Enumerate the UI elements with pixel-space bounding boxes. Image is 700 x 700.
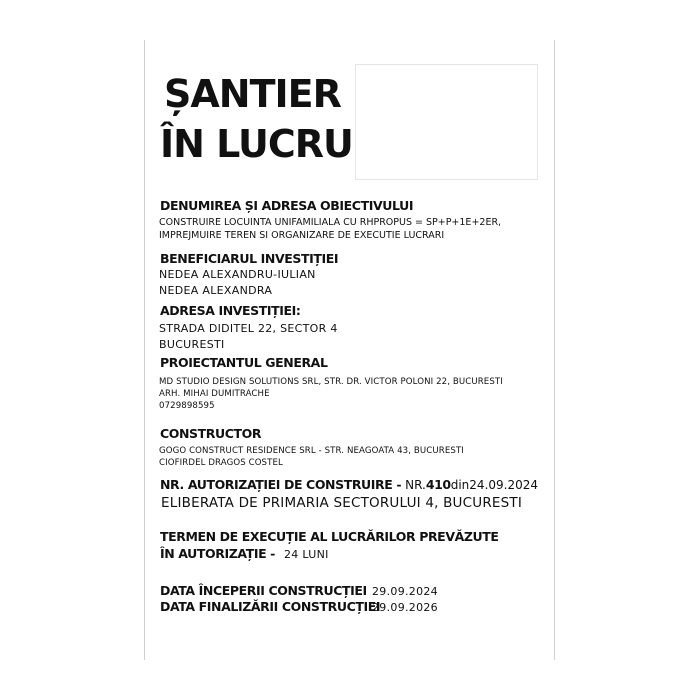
address-heading: ADRESA INVESTIȚIEI:	[160, 303, 301, 318]
designer-line2: ARH. MIHAI DUMITRACHE	[159, 389, 270, 399]
constructor-line1: GOGO CONSTRUCT RESIDENCE SRL - STR. NEAGOATA 43, BUCURESTI	[159, 446, 464, 456]
term-heading-line1: TERMEN DE EXECUȚIE AL LUCRĂRILOR PREVĂZUTE	[160, 529, 499, 544]
term-value: 24 LUNI	[284, 548, 329, 561]
start-date-value: 29.09.2024	[372, 585, 438, 598]
permit-din-label: din	[450, 478, 470, 492]
constructor-line2: CIOFIRDEL DRAGOS COSTEL	[159, 458, 283, 468]
permit-heading: NR. AUTORIZAȚIEI DE CONSTRUIRE -	[160, 477, 402, 492]
sign-title-line1: ȘANTIER	[164, 72, 341, 116]
permit-heading-line	[160, 477, 538, 492]
objective-line2: IMPREJMUIRE TEREN SI ORGANIZARE DE EXECUTIE LUCRARI	[159, 230, 445, 241]
designer-line1: MD STUDIO DESIGN SOLUTIONS SRL, STR. DR. VICTOR POLONI 22, BUCURESTI	[159, 377, 503, 387]
term-heading-line2: ÎN AUTORIZAȚIE -	[160, 546, 275, 561]
permit-nr-label: NR.	[405, 478, 426, 492]
end-date-label: DATA FINALIZĂRII CONSTRUCȚIEI	[160, 599, 381, 614]
permit-date: 24.09.2024	[469, 478, 539, 492]
permit-issued-by: ELIBERATA DE PRIMARIA SECTORULUI 4, BUCURESTI	[161, 495, 523, 511]
address-line2: BUCURESTI	[159, 338, 225, 351]
designer-line3: 0729898595	[159, 401, 215, 411]
designer-heading: PROIECTANTUL GENERAL	[160, 355, 328, 370]
beneficiary-heading: BENEFICIARUL INVESTIȚIEI	[160, 251, 339, 266]
objective-line1: CONSTRUIRE LOCUINTA UNIFAMILIALA CU RHPROPUS = SP+P+1E+2ER,	[159, 217, 502, 228]
start-date-label: DATA ÎNCEPERII CONSTRUCȚIEI	[160, 583, 367, 598]
constructor-heading: CONSTRUCTOR	[160, 426, 262, 441]
address-line1: STRADA DIDITEL 22, SECTOR 4	[159, 322, 338, 335]
sign-title-line2: ÎN LUCRU	[160, 122, 353, 166]
end-date-value: 29.09.2026	[372, 601, 438, 614]
objective-heading: DENUMIREA ȘI ADRESA OBIECTIVULUI	[160, 198, 414, 213]
permit-nr-value: 410	[425, 477, 451, 492]
beneficiary-line2: NEDEA ALEXANDRA	[159, 284, 273, 297]
logo-placeholder-box	[355, 64, 538, 180]
beneficiary-line1: NEDEA ALEXANDRU-IULIAN	[159, 268, 316, 281]
